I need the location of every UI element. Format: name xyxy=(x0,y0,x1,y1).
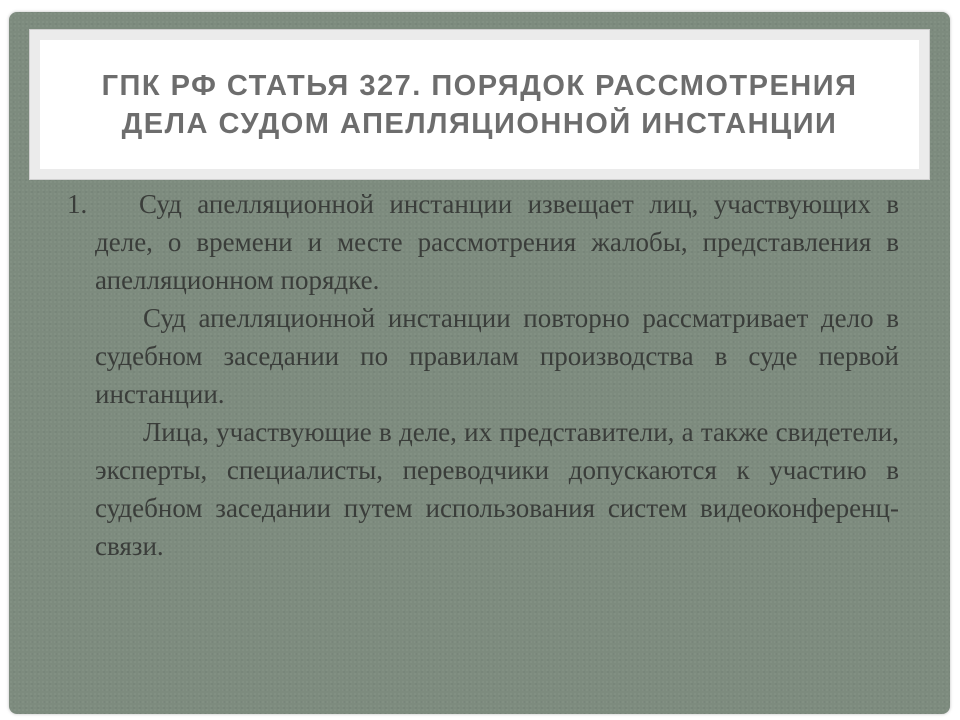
title-box xyxy=(40,40,919,169)
paragraph-3: Лица, участвующие в деле, их представители, а также свидетели, эксперты, специалисты, переводчики допускаются к участию в судебном заседании путем использования систем видеоконференц-связи. xyxy=(95,417,899,561)
slide-body xyxy=(67,185,899,565)
slide-title-line-1: ГПК РФ СТАТЬЯ 327. ПОРЯДОК РАССМОТРЕНИЯ xyxy=(101,69,858,102)
slide-title-line-2: ДЕЛА СУДОМ АПЕЛЛЯЦИОННОЙ ИНСТАНЦИИ xyxy=(121,107,838,140)
title-frame xyxy=(29,29,930,180)
paragraph-1-text: Суд апелляционной инстанции извещает лиц, участвующих в деле, о времени и месте рассмотрения жалобы, представления в апелляционном порядке. xyxy=(95,189,899,295)
paragraph-number: 1. xyxy=(67,189,88,219)
paragraph-2: Суд апелляционной инстанции повторно рассматривает дело в судебном заседании по правилам производства в суде первой инстанции. xyxy=(95,303,899,409)
paragraph-1 xyxy=(67,185,899,299)
